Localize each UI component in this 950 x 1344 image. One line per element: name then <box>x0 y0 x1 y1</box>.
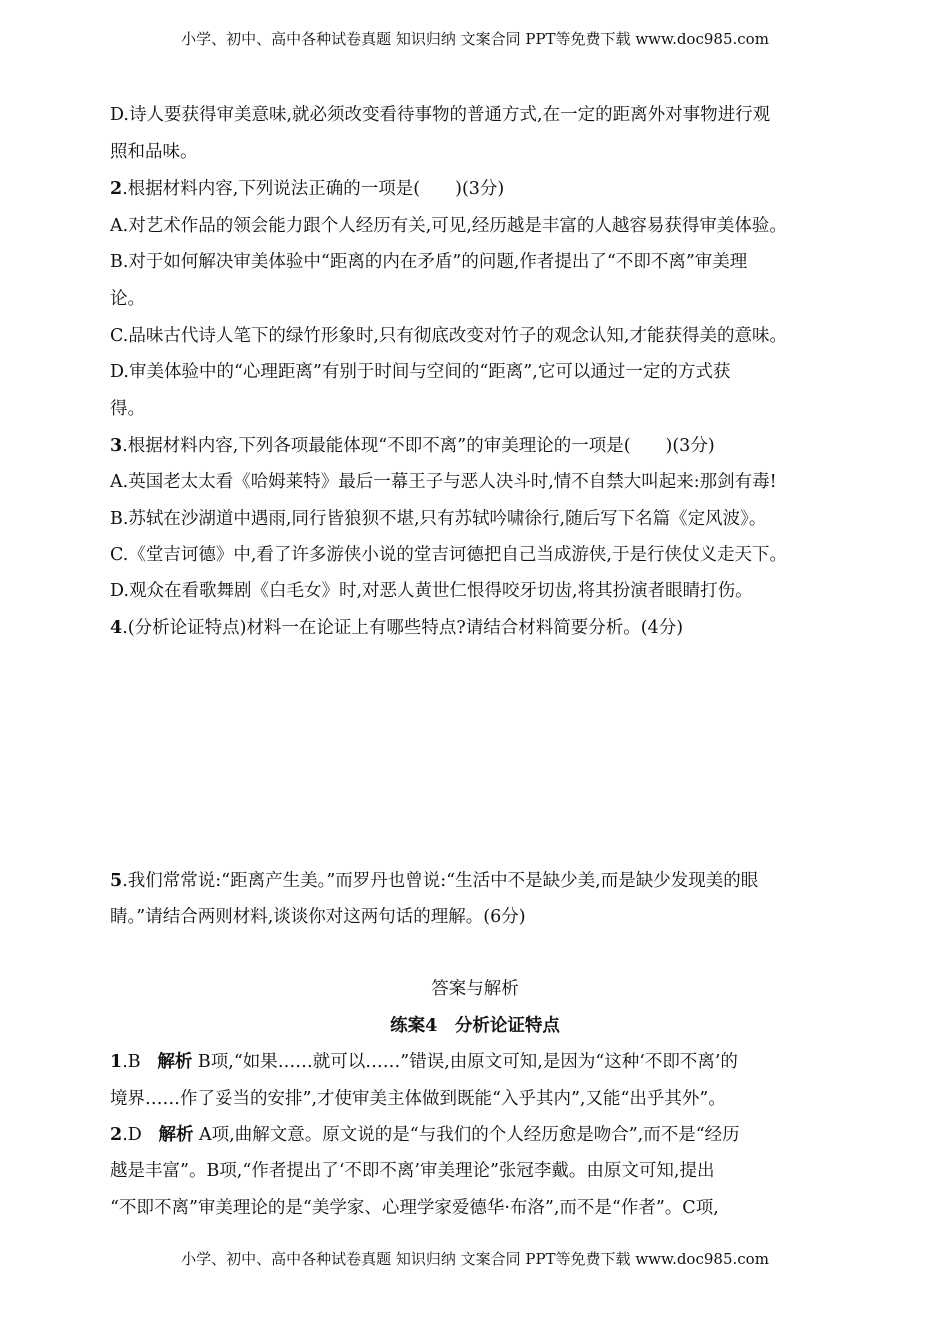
q2-option-a: A.对艺术作品的领会能力跟个人经历有关,可见,经历越是丰富的人越容易获得审美体验。 <box>110 216 787 236</box>
q2-option-d-line2: 得。 <box>110 399 145 419</box>
q5-line1 <box>110 869 840 893</box>
answer1-label: 解析 <box>157 1052 193 1072</box>
q1-option-d-line1: D.诗人要获得审美意味,就必须改变看待事物的普通方式,在一定的距离外对事物进行观 <box>110 105 771 125</box>
answer1-number: 1 <box>110 1052 123 1072</box>
answer1-line1-text: B项,“如果……就可以……”错误,由原文可知,是因为“这种‘不即不离’的 <box>192 1052 738 1072</box>
q3-option-b: B.苏轼在沙湖道中遇雨,同行皆狼狈不堪,只有苏轼吟啸徐行,随后写下名篇《定风波》。 <box>110 509 767 529</box>
answer2-label: 解析 <box>158 1125 194 1145</box>
q3-option-a: A.英国老太太看《哈姆莱特》最后一幕王子与恶人决斗时,情不自禁大叫起来:那剑有毒! <box>110 472 777 492</box>
answers-heading: 答案与解析 <box>431 979 519 999</box>
q2-option-d-line1: D.审美体验中的“心理距离”有别于时间与空间的“距离”,它可以通过一定的方式获 <box>110 362 731 382</box>
answer2-line1 <box>110 1123 840 1147</box>
answer2-line3: “不即不离”审美理论的是“美学家、心理学家爱德华·布洛”,而不是“作者”。C项, <box>110 1198 719 1218</box>
answer1-choice: .B <box>122 1052 141 1072</box>
answers-subheading: 练案4 分析论证特点 <box>390 1016 560 1036</box>
q2-option-b-line2: 论。 <box>110 289 145 309</box>
q3-stem <box>110 434 840 458</box>
answer2-number: 2 <box>110 1125 123 1145</box>
q5-line2: 睛。”请结合两则材料,谈谈你对这两句话的理解。(6分) <box>110 907 526 927</box>
page-footer: 小学、初中、高中各种试卷真题 知识归纳 文案合同 PPT等免费下载 www.doc985.com <box>181 1250 769 1268</box>
page-header: 小学、初中、高中各种试卷真题 知识归纳 文案合同 PPT等免费下载 www.doc985.com <box>181 30 769 48</box>
q2-option-c: C.品味古代诗人笔下的绿竹形象时,只有彻底改变对竹子的观念认知,才能获得美的意味。 <box>110 326 787 346</box>
q4-number: 4 <box>110 618 123 638</box>
answer2-line1-text: A项,曲解文意。原文说的是“与我们的个人经历愈是吻合”,而不是“经历 <box>193 1125 740 1145</box>
q5-line1-text: .我们常常说:“距离产生美。”而罗丹也曾说:“生活中不是缺少美,而是缺少发现美的眼 <box>122 871 759 891</box>
q4-stem <box>110 616 840 640</box>
answer1-line2: 境界……作了妥当的安排”,才使审美主体做到既能“入乎其内”,又能“出乎其外”。 <box>110 1089 726 1109</box>
q2-stem <box>110 177 840 201</box>
q1-option-d-line2: 照和品味。 <box>110 142 198 162</box>
q2-number: 2 <box>110 179 123 199</box>
answer2-choice: .D <box>122 1125 142 1145</box>
q2-option-b-line1: B.对于如何解决审美体验中“距离的内在矛盾”的问题,作者提出了“不即不离”审美理 <box>110 252 748 272</box>
answer1-line1 <box>110 1050 840 1074</box>
q3-number: 3 <box>110 436 123 456</box>
q2-stem-text: .根据材料内容,下列说法正确的一项是( )(3分) <box>122 179 505 199</box>
q4-stem-text: .(分析论证特点)材料一在论证上有哪些特点?请结合材料简要分析。(4分) <box>122 618 684 638</box>
q3-option-c: C.《堂吉诃德》中,看了许多游侠小说的堂吉诃德把自己当成游侠,于是行侠仗义走天下。 <box>110 545 787 565</box>
q3-stem-text: .根据材料内容,下列各项最能体现“不即不离”的审美理论的一项是( )(3分) <box>122 436 715 456</box>
answer2-line2: 越是丰富”。B项,“作者提出了‘不即不离’审美理论”张冠李戴。由原文可知,提出 <box>110 1161 715 1181</box>
q3-option-d: D.观众在看歌舞剧《白毛女》时,对恶人黄世仁恨得咬牙切齿,将其扮演者眼睛打伤。 <box>110 581 753 601</box>
q5-number: 5 <box>110 871 123 891</box>
